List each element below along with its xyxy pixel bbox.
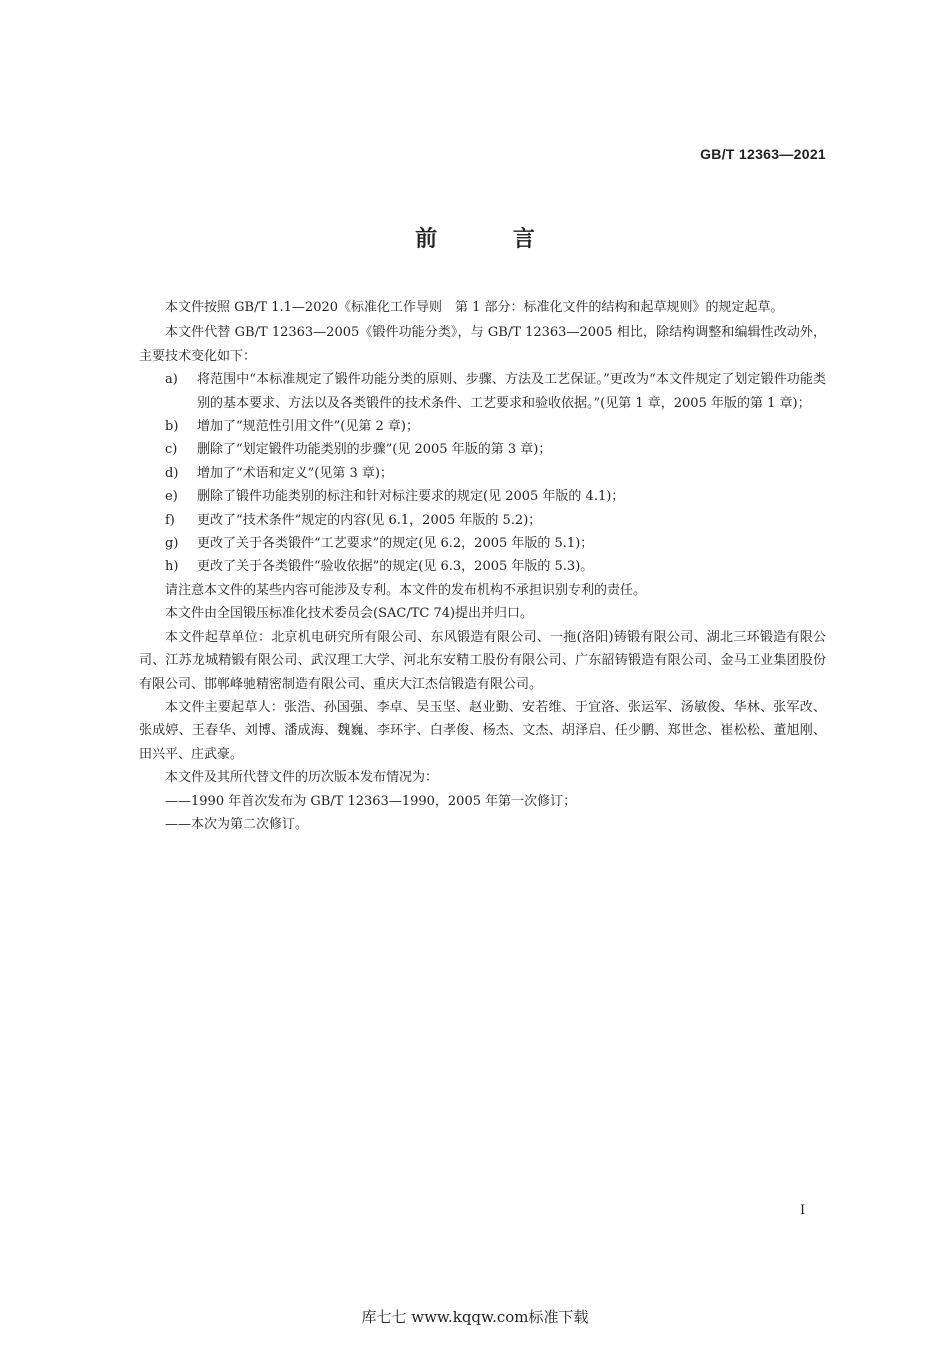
paragraph-drafting-rules: 本文件按照 GB/T 1.1—2020《标准化工作导则 第 1 部分：标准化文件的结构和起草规则》的规定起草。: [165, 300, 784, 315]
list-item: [139, 509, 826, 532]
list-item-text: 删除了“划定锻件功能类别的步骤”(见 2005 年版的第 3 章)；: [197, 442, 552, 458]
list-item: [139, 485, 826, 508]
list-item-text: 更改了关于各类锻件“验收依据”的规定(见 6.3，2005 年版的 5.3)。: [197, 559, 594, 575]
list-item-text: 增加了“术语和定义”(见第 3 章)；: [197, 465, 393, 481]
paragraph-patent-notice: 请注意本文件的某些内容可能涉及专利。本文件的发布机构不承担识别专利的责任。: [165, 582, 647, 598]
list-item-text: 更改了关于各类锻件“工艺要求”的规定(见 6.2，2005 年版的 5.1)；: [197, 536, 594, 552]
page-title: 前 言: [415, 227, 569, 252]
list-item-label: g): [165, 536, 179, 552]
paragraph-history-intro: 本文件及其所代替文件的历次版本发布情况为：: [165, 770, 439, 786]
page-number: I: [800, 1203, 806, 1218]
history-item: ——1990 年首次发布为 GB/T 12363—1990，2005 年第一次修订；: [165, 793, 577, 809]
standard-code: GB/T 12363—2021: [700, 146, 826, 162]
list-item-text: 将范围中“本标准规定了锻件功能分类的原则、步骤、方法及工艺保证。”更改为“本文件规定了划定锻件功能类别的基本要求、方法以及各类锻件的技术条件、工艺要求和验收依据。”(见第 1 章，2005 年版的第 1 章)；: [197, 372, 826, 411]
paragraph-proposer: 本文件由全国锻压标准化技术委员会(SAC/TC 74)提出并归口。: [165, 606, 534, 622]
list-item-label: h): [165, 559, 179, 575]
list-item: [139, 438, 826, 461]
list-item: [139, 532, 826, 555]
list-item-label: b): [165, 419, 179, 435]
history-item: ——本次为第二次修订。: [165, 816, 309, 832]
footer-watermark: 库七七 www.kqqw.com标准下载: [361, 1308, 589, 1326]
paragraph-replacement: 本文件代替 GB/T 12363—2005《锻件功能分类》，与 GB/T 12363—2005 相比，除结构调整和编辑性改动外，主要技术变化如下：: [139, 325, 826, 364]
document-body: [139, 296, 826, 836]
list-item: [139, 555, 826, 578]
list-item: [139, 415, 826, 438]
list-item: [139, 462, 826, 485]
list-item-label: a): [165, 372, 178, 388]
list-item-text: 更改了“技术条件”规定的内容(见 6.1，2005 年版的 5.2)；: [197, 512, 542, 528]
changes-list: [139, 368, 826, 579]
list-item-text: 增加了“规范性引用文件”(见第 2 章)；: [197, 419, 419, 435]
list-item-text: 删除了锻件功能类别的标注和针对标注要求的规定(见 2005 年版的 4.1)；: [197, 489, 625, 505]
list-item-label: d): [165, 465, 179, 481]
paragraph-drafting-units: 本文件起草单位：北京机电研究所有限公司、东风锻造有限公司、一拖(洛阳)铸锻有限公司、湖北三环锻造有限公司、江苏龙城精锻有限公司、武汉理工大学、河北东安精工股份有限公司、广东韶铸锻造有限公司、金马工业集团股份有限公司、邯郸峰驰精密制造有限公司、重庆大江杰信锻造有限公司。: [139, 629, 826, 692]
list-item-label: c): [165, 442, 178, 458]
paragraph-drafters: 本文件主要起草人：张浩、孙国强、李卓、吴玉坚、赵业勤、安若维、于宜洛、张运军、汤敏俊、华林、张军改、张成婷、王春华、刘博、潘成海、魏巍、李环宇、白孝俊、杨杰、文杰、胡泽启、任少鹏、郑世念、崔松松、董旭刚、田兴平、庄武豪。: [139, 699, 826, 762]
list-item: [139, 368, 826, 415]
list-item-label: f): [165, 512, 175, 528]
list-item-label: e): [165, 489, 178, 505]
